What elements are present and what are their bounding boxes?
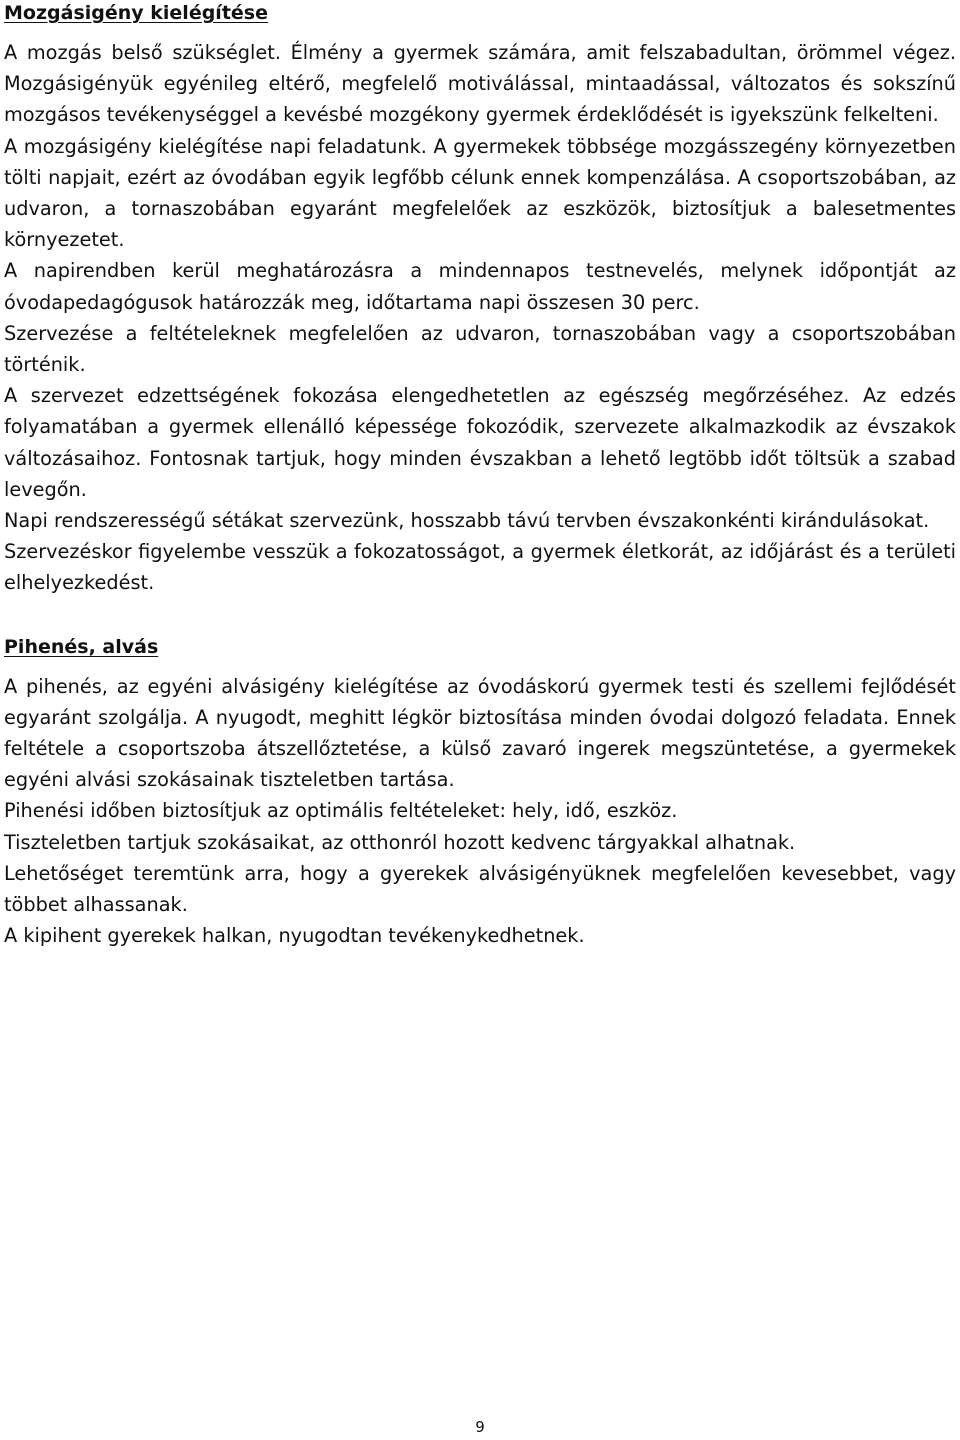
section-body-rest xyxy=(4,671,956,952)
paragraph: Pihenési időben biztosítjuk az optimális feltételeket: hely, idő, eszköz. xyxy=(4,799,678,823)
paragraph: A mozgás belső szükséglet. Élmény a gyermek számára, amit felszabadultan, örömmel végez. Mozgásigényük egyénileg eltérő, megfelelő motiválással, mintaadással, változatos és sokszínű mozgásos tevékenységgel a kevésbé mozgékony gyermek érdeklődését is igyekszünk felkelteni. xyxy=(4,41,956,127)
paragraph: A pihenés, az egyéni alvásigény kielégítése az óvodáskorú gyermek testi és szellemi fejlődését egyaránt szolgálja. A nyugodt, meghitt légkör biztosítása minden óvodai dolgozó feladata. Ennek feltétele a csoportszoba átszellőztetése, a külső zavaró ingerek megszüntetése, a gyermekek egyéni alvási szokásainak tiszteletben tartása. xyxy=(4,674,956,792)
paragraph: A kipihent gyerekek halkan, nyugodtan tevékenykedhetnek. xyxy=(4,924,585,948)
section-title-movement: Mozgásigény kielégítése xyxy=(4,2,268,24)
paragraph: Szervezése a feltételeknek megfelelően az udvaron, tornaszobában vagy a csoportszobában történik. xyxy=(4,321,956,377)
section-title-rest: Pihenés, alvás xyxy=(4,635,159,658)
paragraph: A napirendben kerül meghatározásra a mindennapos testnevelés, melynek időpontját az óvodapedagógusok határozzák meg, időtartama napi összesen 30 perc. xyxy=(4,259,956,314)
paragraph: Szervezéskor figyelembe vesszük a fokozatosságot, a gyermek életkorát, az időjárást és a területi elhelyezkedést. xyxy=(4,540,956,595)
paragraph: Lehetőséget teremtünk arra, hogy a gyerekek alvásigényüknek megfelelően kevesebbet, vagy többet alhassanak. xyxy=(4,861,956,917)
paragraph: Tiszteletben tartjuk szokásaikat, az otthonról hozott kedvenc tárgyakkal alhatnak. xyxy=(4,830,796,854)
paragraph: Napi rendszerességű sétákat szervezünk, hosszabb távú tervben évszakonkénti kirándulásokat. xyxy=(4,509,930,533)
page-number: 9 xyxy=(475,1418,485,1436)
paragraph: A mozgásigény kielégítése napi feladatunk. A gyermekek többsége mozgásszegény környezetben tölti napjait, ezért az óvodában egyik legfőbb célunk ennek kompenzálása. A csoportszobában, az udvaron, a tornaszobában egyaránt megfelelőek az eszközök, biztosítjuk a balesetmentes környezetet. xyxy=(4,134,956,252)
paragraph: A szervezet edzettségének fokozása elengedhetetlen az egészség megőrzéséhez. Az edzés folyamatában a gyermek ellenálló képessége fokozódik, szervezete alkalmazkodik az évszakok változásaihoz. Fontosnak tartjuk, hogy minden évszakban a lehető legtöbb időt töltsük a szabad levegőn. xyxy=(4,384,956,501)
section-body-movement xyxy=(4,37,956,599)
document-content xyxy=(4,0,956,951)
